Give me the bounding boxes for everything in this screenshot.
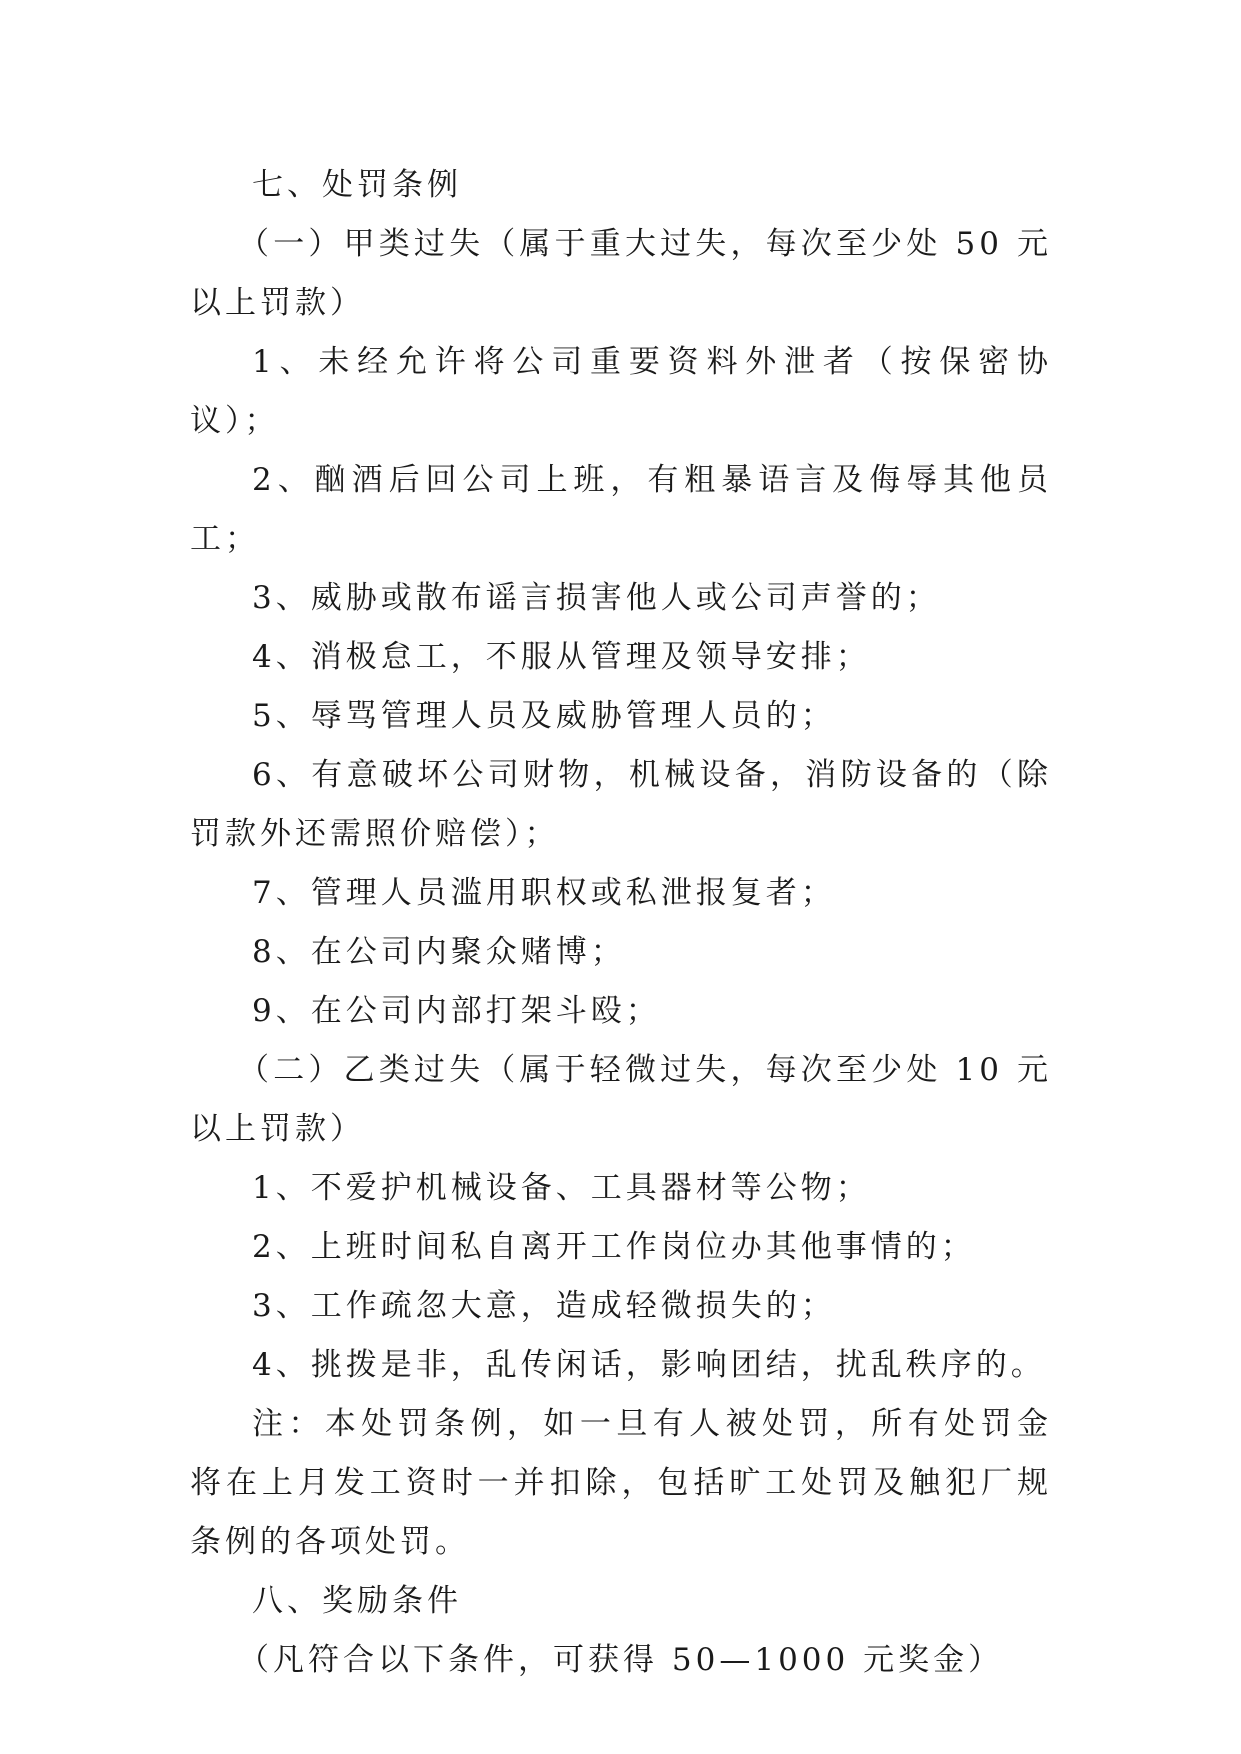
list-item: 3、威胁或散布谣言损害他人或公司声誉的；: [252, 580, 941, 616]
subsection-heading-class-b: （二）乙类过失（属于轻微过失，每次至少处 10 元以上罚款）: [190, 1052, 1052, 1147]
document-body: [190, 156, 1052, 1690]
note-paragraph: 注：本处罚条例，如一旦有人被处罚，所有处罚金将在上月发工资时一并扣除，包括旷工处罚及触犯厂规条例的各项处罚。: [190, 1406, 1052, 1560]
list-item: 2、上班时间私自离开工作岗位办其他事情的；: [252, 1229, 976, 1265]
reward-condition-intro: （凡符合以下条件，可获得 50—1000 元奖金）: [238, 1642, 1004, 1678]
section-heading-reward: 八、奖励条件: [252, 1583, 462, 1619]
list-item: 2、酗酒后回公司上班，有粗暴语言及侮辱其他员工；: [190, 462, 1052, 557]
section-heading-penalty: 七、处罚条例: [252, 167, 462, 203]
list-item: 1、不爱护机械设备、工具器材等公物；: [252, 1170, 871, 1206]
list-item: 4、消极怠工，不服从管理及领导安排；: [252, 639, 871, 675]
list-item: 1、未经允许将公司重要资料外泄者（按保密协议）；: [190, 344, 1052, 439]
list-item: 9、在公司内部打架斗殴；: [252, 993, 661, 1029]
list-item: 7、管理人员滥用职权或私泄报复者；: [252, 875, 836, 911]
list-item: 5、辱骂管理人员及威胁管理人员的；: [252, 698, 836, 734]
list-item: 6、有意破坏公司财物，机械设备，消防设备的（除罚款外还需照价赔偿）；: [190, 757, 1052, 852]
list-item: 4、挑拨是非，乱传闲话，影响团结，扰乱秩序的。: [252, 1347, 1046, 1383]
subsection-heading-class-a: （一）甲类过失（属于重大过失，每次至少处 50 元以上罚款）: [190, 226, 1052, 321]
list-item: 8、在公司内聚众赌博；: [252, 934, 626, 970]
list-item: 3、工作疏忽大意，造成轻微损失的；: [252, 1288, 836, 1324]
